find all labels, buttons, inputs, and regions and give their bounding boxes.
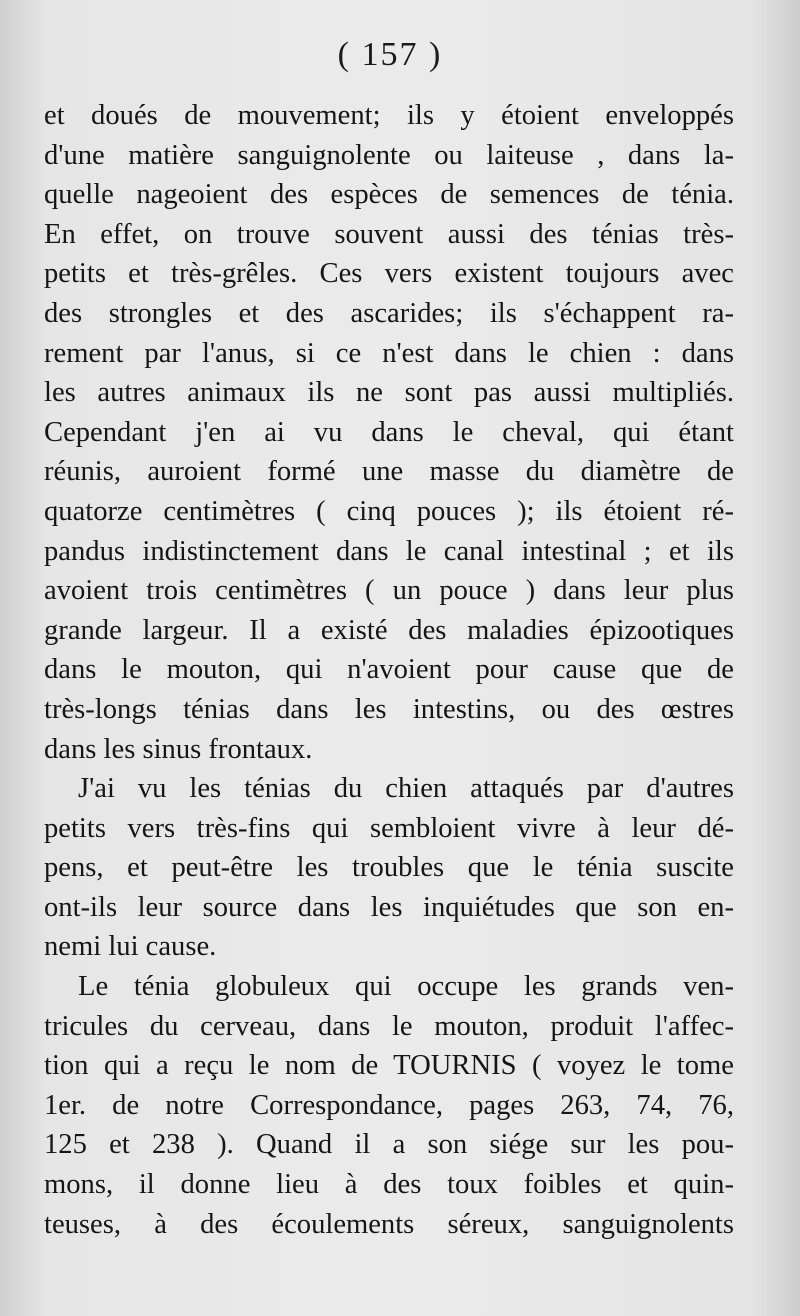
text-line: ont-ils leur source dans les inquiétudes que son en-: [44, 891, 734, 923]
text-line: les autres animaux ils ne sont pas aussi multipliés.: [44, 377, 734, 409]
text-line: pens, et peut-être les troubles que le ténia suscite: [44, 852, 734, 884]
text-line: 1er. de notre Correspondance, pages 263, 74, 76,: [44, 1089, 734, 1121]
text-line: petits et très-grêles. Ces vers existent toujours avec: [44, 258, 734, 290]
text-line: pandus indistinctement dans le canal intestinal ; et ils: [44, 535, 734, 567]
text-line: En effet, on trouve souvent aussi des ténias très-: [44, 218, 734, 250]
text-line: très-longs ténias dans les intestins, ou des œstres: [44, 693, 734, 725]
text-line: réunis, auroient formé une masse du diamètre de: [44, 456, 734, 488]
body-text: [44, 96, 734, 1244]
text-line: et doués de mouvement; ils y étoient enveloppés: [44, 100, 734, 131]
text-line: tion qui a reçu le nom de TOURNIS ( voyez le tome: [44, 1050, 734, 1082]
text-line: teuses, à des écoulements séreux, sanguignolents: [44, 1208, 734, 1240]
text-line: des strongles et des ascarides; ils s'échappent ra-: [44, 297, 734, 329]
text-line: quelle nageoient des espèces de semences de ténia.: [44, 179, 734, 211]
text-line: 125 et 238 ). Quand il a son siége sur les pou-: [44, 1129, 734, 1161]
text-line: tricules du cerveau, dans le mouton, produit l'affec-: [44, 1010, 734, 1042]
text-line: Le ténia globuleux qui occupe les grands ven-: [78, 971, 734, 1003]
text-line: rement par l'anus, si ce n'est dans le chien : dans: [44, 337, 734, 369]
text-line: quatorze centimètres ( cinq pouces ); ils étoient ré-: [44, 495, 734, 527]
text-line: nemi lui cause.: [44, 931, 217, 963]
text-line: dans le mouton, qui n'avoient pour cause que de: [44, 654, 734, 686]
text-line: avoient trois centimètres ( un pouce ) dans leur plus: [44, 575, 734, 607]
text-line: d'une matière sanguignolente ou laiteuse , dans la-: [44, 139, 734, 171]
text-line: mons, il donne lieu à des toux foibles et quin-: [44, 1169, 734, 1201]
text-line: grande largeur. Il a existé des maladies épizootiques: [44, 614, 734, 646]
page-number: ( 157 ): [337, 36, 443, 73]
text-line: J'ai vu les ténias du chien attaqués par d'autres: [78, 773, 734, 805]
text-line: dans les sinus frontaux.: [44, 733, 313, 765]
text-line: Cependant j'en ai vu dans le cheval, qui étant: [44, 416, 734, 448]
text-line: petits vers très-fins qui sembloient vivre à leur dé-: [44, 812, 734, 844]
